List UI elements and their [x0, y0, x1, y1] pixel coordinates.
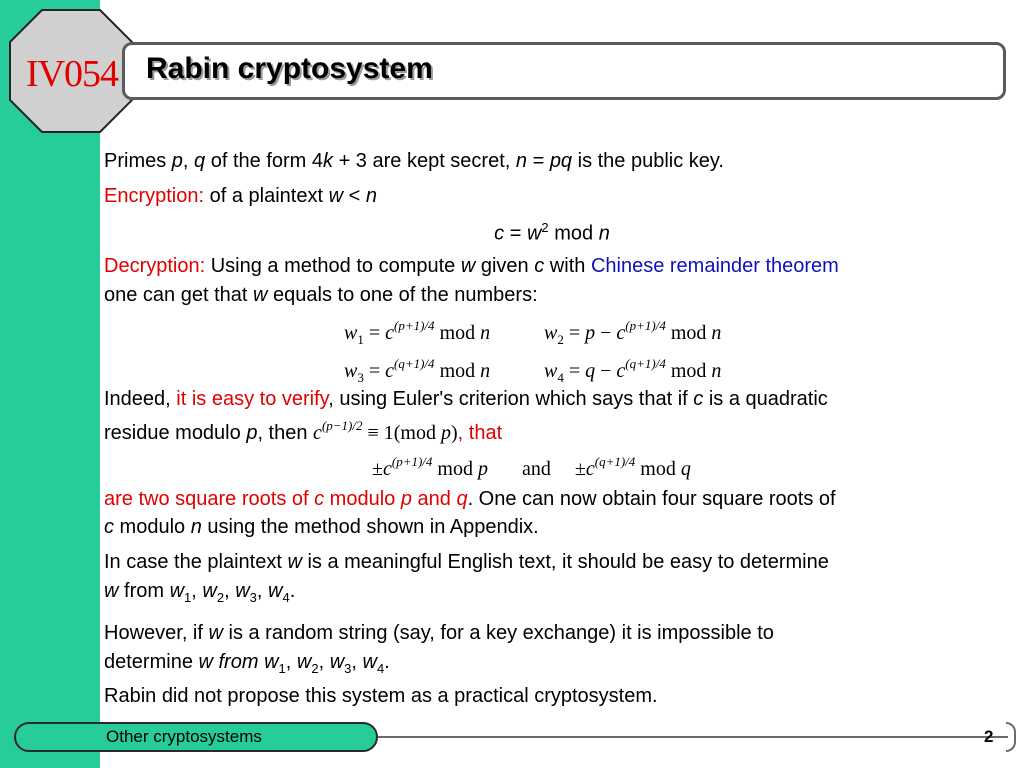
text-line-residue: residue modulo p, then $c^{(p-1)/2} \equiv 1(mod$ p), that — [104, 418, 503, 444]
text-line-rabin: Rabin did not propose this system as a practical cryptosystem. — [104, 685, 658, 707]
footer-section-label: Other cryptosystems — [106, 727, 262, 746]
text-line-impossible: determine w from $w_1$, $w_2$, $w_3$, $w_4$. — [104, 651, 390, 676]
formula-w3: $w_3 = c^{(q+1)/4}$ mod n — [344, 356, 491, 385]
footer-divider — [378, 736, 1008, 738]
formula-w2: $w_2 = p - c^{(p+1)/4}$ mod n — [544, 318, 722, 347]
slide-title: Rabin cryptosystem — [146, 52, 433, 85]
euler-formula: $c^{(p-1)/2} \equiv 1(mod$ p) — [313, 418, 458, 444]
text-line-appendix: c modulo n using the method shown in Appendix. — [104, 516, 539, 538]
text-line-two-roots: are two square roots of c modulo p and q. One can now obtain four square roots of — [104, 488, 836, 510]
text-line-decryption: Decryption: Using a method to compute w given c with Chinese remainder theorem — [104, 255, 839, 277]
sidebar-strip — [0, 0, 100, 768]
footer-end-cap — [1006, 722, 1016, 752]
text-line-from-roots: w from $w_1$, $w_2$, $w_3$, $w_4$. — [104, 580, 296, 605]
text-line-encryption: Encryption: of a plaintext w < n — [104, 185, 377, 207]
formula-w1: $w_1 = c^{(p+1)/4}$ mod n — [344, 318, 491, 347]
formula-w4: $w_4 = q - c^{(q+1)/4}$ mod n — [544, 356, 722, 385]
formula-encryption: $c = w^2$ mod n — [494, 220, 610, 245]
text-line-primes: Primes p, q of the form 4k + 3 are kept secret, n = pq is the public key. — [104, 150, 724, 172]
formula-square-roots: $\pm c^{(p+1)/4}$ mod p and $\pm c^{(q+1)/4}$ mod q — [372, 454, 691, 480]
course-logo: IV054 — [25, 53, 119, 95]
page-number: 2 — [984, 727, 994, 746]
text-line-equals: one can get that w equals to one of the numbers: — [104, 284, 538, 306]
text-line-random: However, if w is a random string (say, for a key exchange) it is impossible to — [104, 622, 774, 644]
text-line-euler: Indeed, it is easy to verify, using Euler's criterion which says that if c is a quadratic — [104, 388, 828, 410]
text-line-meaningful: In case the plaintext w is a meaningful English text, it should be easy to determine — [104, 551, 829, 573]
